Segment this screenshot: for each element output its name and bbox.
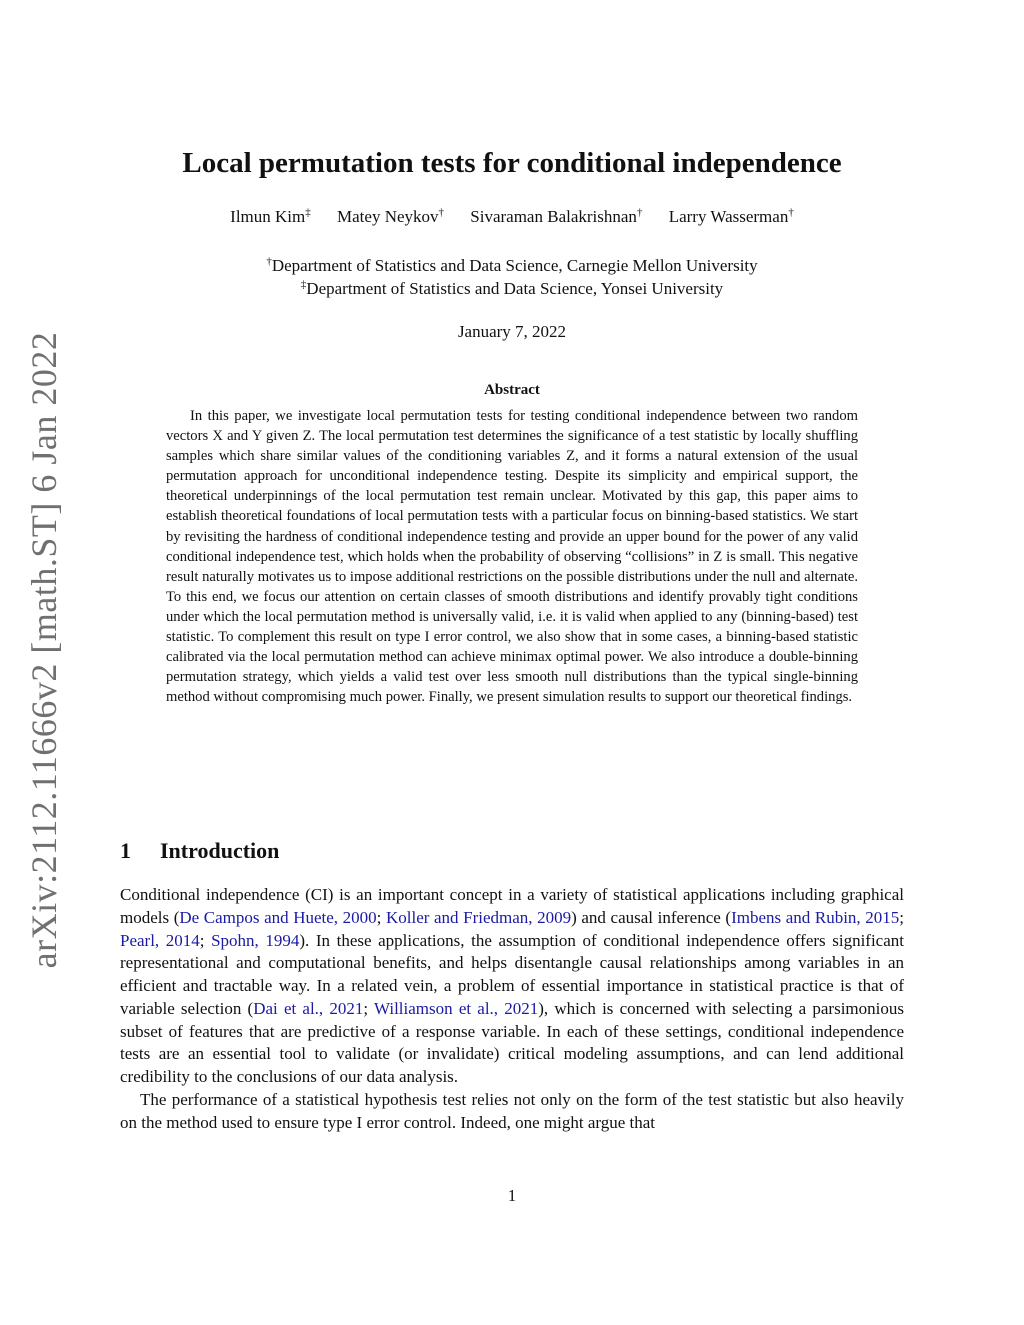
affiliation-mark: † — [266, 255, 272, 268]
author-mark: † — [438, 206, 445, 219]
author-list — [0, 207, 1024, 227]
citation-link[interactable]: Dai et al., 2021 — [253, 998, 364, 1018]
publication-date: January 7, 2022 — [457, 322, 567, 341]
citation-link[interactable]: Spohn, 1994 — [211, 930, 300, 950]
section-heading — [120, 838, 279, 864]
author-name: Matey Neykov — [337, 207, 439, 226]
author-mark: † — [636, 206, 643, 219]
paragraph-text: ), which is concerned with selecting a parsimonious subset of features that are predictive of a response variable. In each of these settings, conditional independence tests are an essential tool to validate (or invalidate) critical modeling assumptions, and can lend additional credibility to the conclusions of our data analysis. — [120, 998, 904, 1086]
affiliation-2 — [0, 277, 1024, 300]
citation-link[interactable]: Williamson et al., 2021 — [373, 998, 539, 1018]
affiliation-mark: ‡ — [300, 278, 307, 291]
author-4 — [669, 207, 794, 226]
paragraph-text: ). In these applications, the assumption of conditional independence offers significant representational and computational benefits, and helps disentangle causal relationships among variables in an efficient and tractable way. In a related vein, a problem of essential importance in statistical practice is that of variable selection ( — [120, 930, 904, 1018]
intro-paragraph-1 — [120, 884, 904, 1089]
paragraph-text: ; — [199, 930, 212, 950]
citation-link[interactable]: Koller and Friedman, 2009 — [385, 907, 572, 927]
intro-paragraph-2: The performance of a statistical hypothesis test relies not only on the form of the test statistic but also heavily on the method used to ensure type I error control. Indeed, one might argue that — [120, 1089, 904, 1132]
paragraph-text: Conditional independence (CI) is an important concept in a variety of statistical applications including graphical models ( — [120, 885, 904, 927]
citation-link[interactable]: De Campos and Huete, 2000 — [179, 907, 377, 927]
affiliations — [0, 254, 1024, 300]
citation-link[interactable]: Imbens and Rubin, 2015 — [731, 907, 900, 927]
author-name: Larry Wasserman — [668, 207, 789, 226]
paragraph-text: ; — [376, 907, 386, 927]
paragraph-text: ) and causal inference ( — [571, 907, 732, 927]
author-1 — [230, 207, 311, 226]
arxiv-identifier-stamp: arXiv:2112.11666v2 [math.ST] 6 Jan 2022 — [24, 331, 64, 969]
page-number: 1 — [507, 1186, 517, 1205]
abstract-heading: Abstract — [484, 382, 540, 398]
author-name: Sivaraman Balakrishnan — [470, 207, 637, 226]
affiliation-text: Department of Statistics and Data Science, Yonsei University — [306, 279, 724, 298]
affiliation-1 — [0, 254, 1024, 277]
paper-title: Local permutation tests for conditional independence — [182, 147, 842, 179]
affiliation-text: Department of Statistics and Data Science, Carnegie Mellon University — [271, 256, 758, 275]
author-2 — [337, 207, 444, 226]
paragraph-text: ; — [899, 907, 904, 927]
introduction-body — [120, 884, 904, 1134]
abstract-text: In this paper, we investigate local permutation tests for testing conditional independence between two random vectors X and Y given Z. The local permutation test determines the significance of a test statistic by locally shuffling samples which share similar values of the conditioning variables Z, and it forms a natural extension of the usual permutation approach for unconditional independence testing. Despite its simplicity and empirical support, the theoretical underpinnings of the local permutation test remain unclear. Motivated by this gap, this paper aims to establish theoretical foundations of local permutation tests with a particular focus on binning-based statistics. We start by revisiting the hardness of conditional independence testing and provide an upper bound for the power of any valid conditional independence test, which holds when the probability of observing “collisions” in Z is small. This negative result naturally motivates us to impose additional restrictions on the possible distributions under the null and alternate. To this end, we focus our attention on certain classes of smooth distributions and identify provably tight conditions under which the local permutation method is universally valid, i.e. it is valid when applied to any (binning-based) test statistic. To complement this result on type I error control, we also show that in some cases, a binning-based statistic calibrated via the local permutation method can achieve minimax optimal power. We also introduce a double-binning permutation strategy, which yields a valid test over less smooth null distributions than the typical single-binning method without compromising much power. Finally, we present simulation results to support our theoretical findings. — [166, 408, 858, 706]
author-mark: † — [788, 206, 794, 219]
section-title: Introduction — [160, 838, 280, 863]
author-3 — [470, 207, 642, 226]
citation-link[interactable]: Pearl, 2014 — [120, 930, 200, 950]
paragraph-text: ; — [363, 998, 374, 1018]
author-mark: ‡ — [305, 206, 311, 219]
author-name: Ilmun Kim — [230, 207, 306, 226]
section-number: 1 — [120, 838, 131, 863]
